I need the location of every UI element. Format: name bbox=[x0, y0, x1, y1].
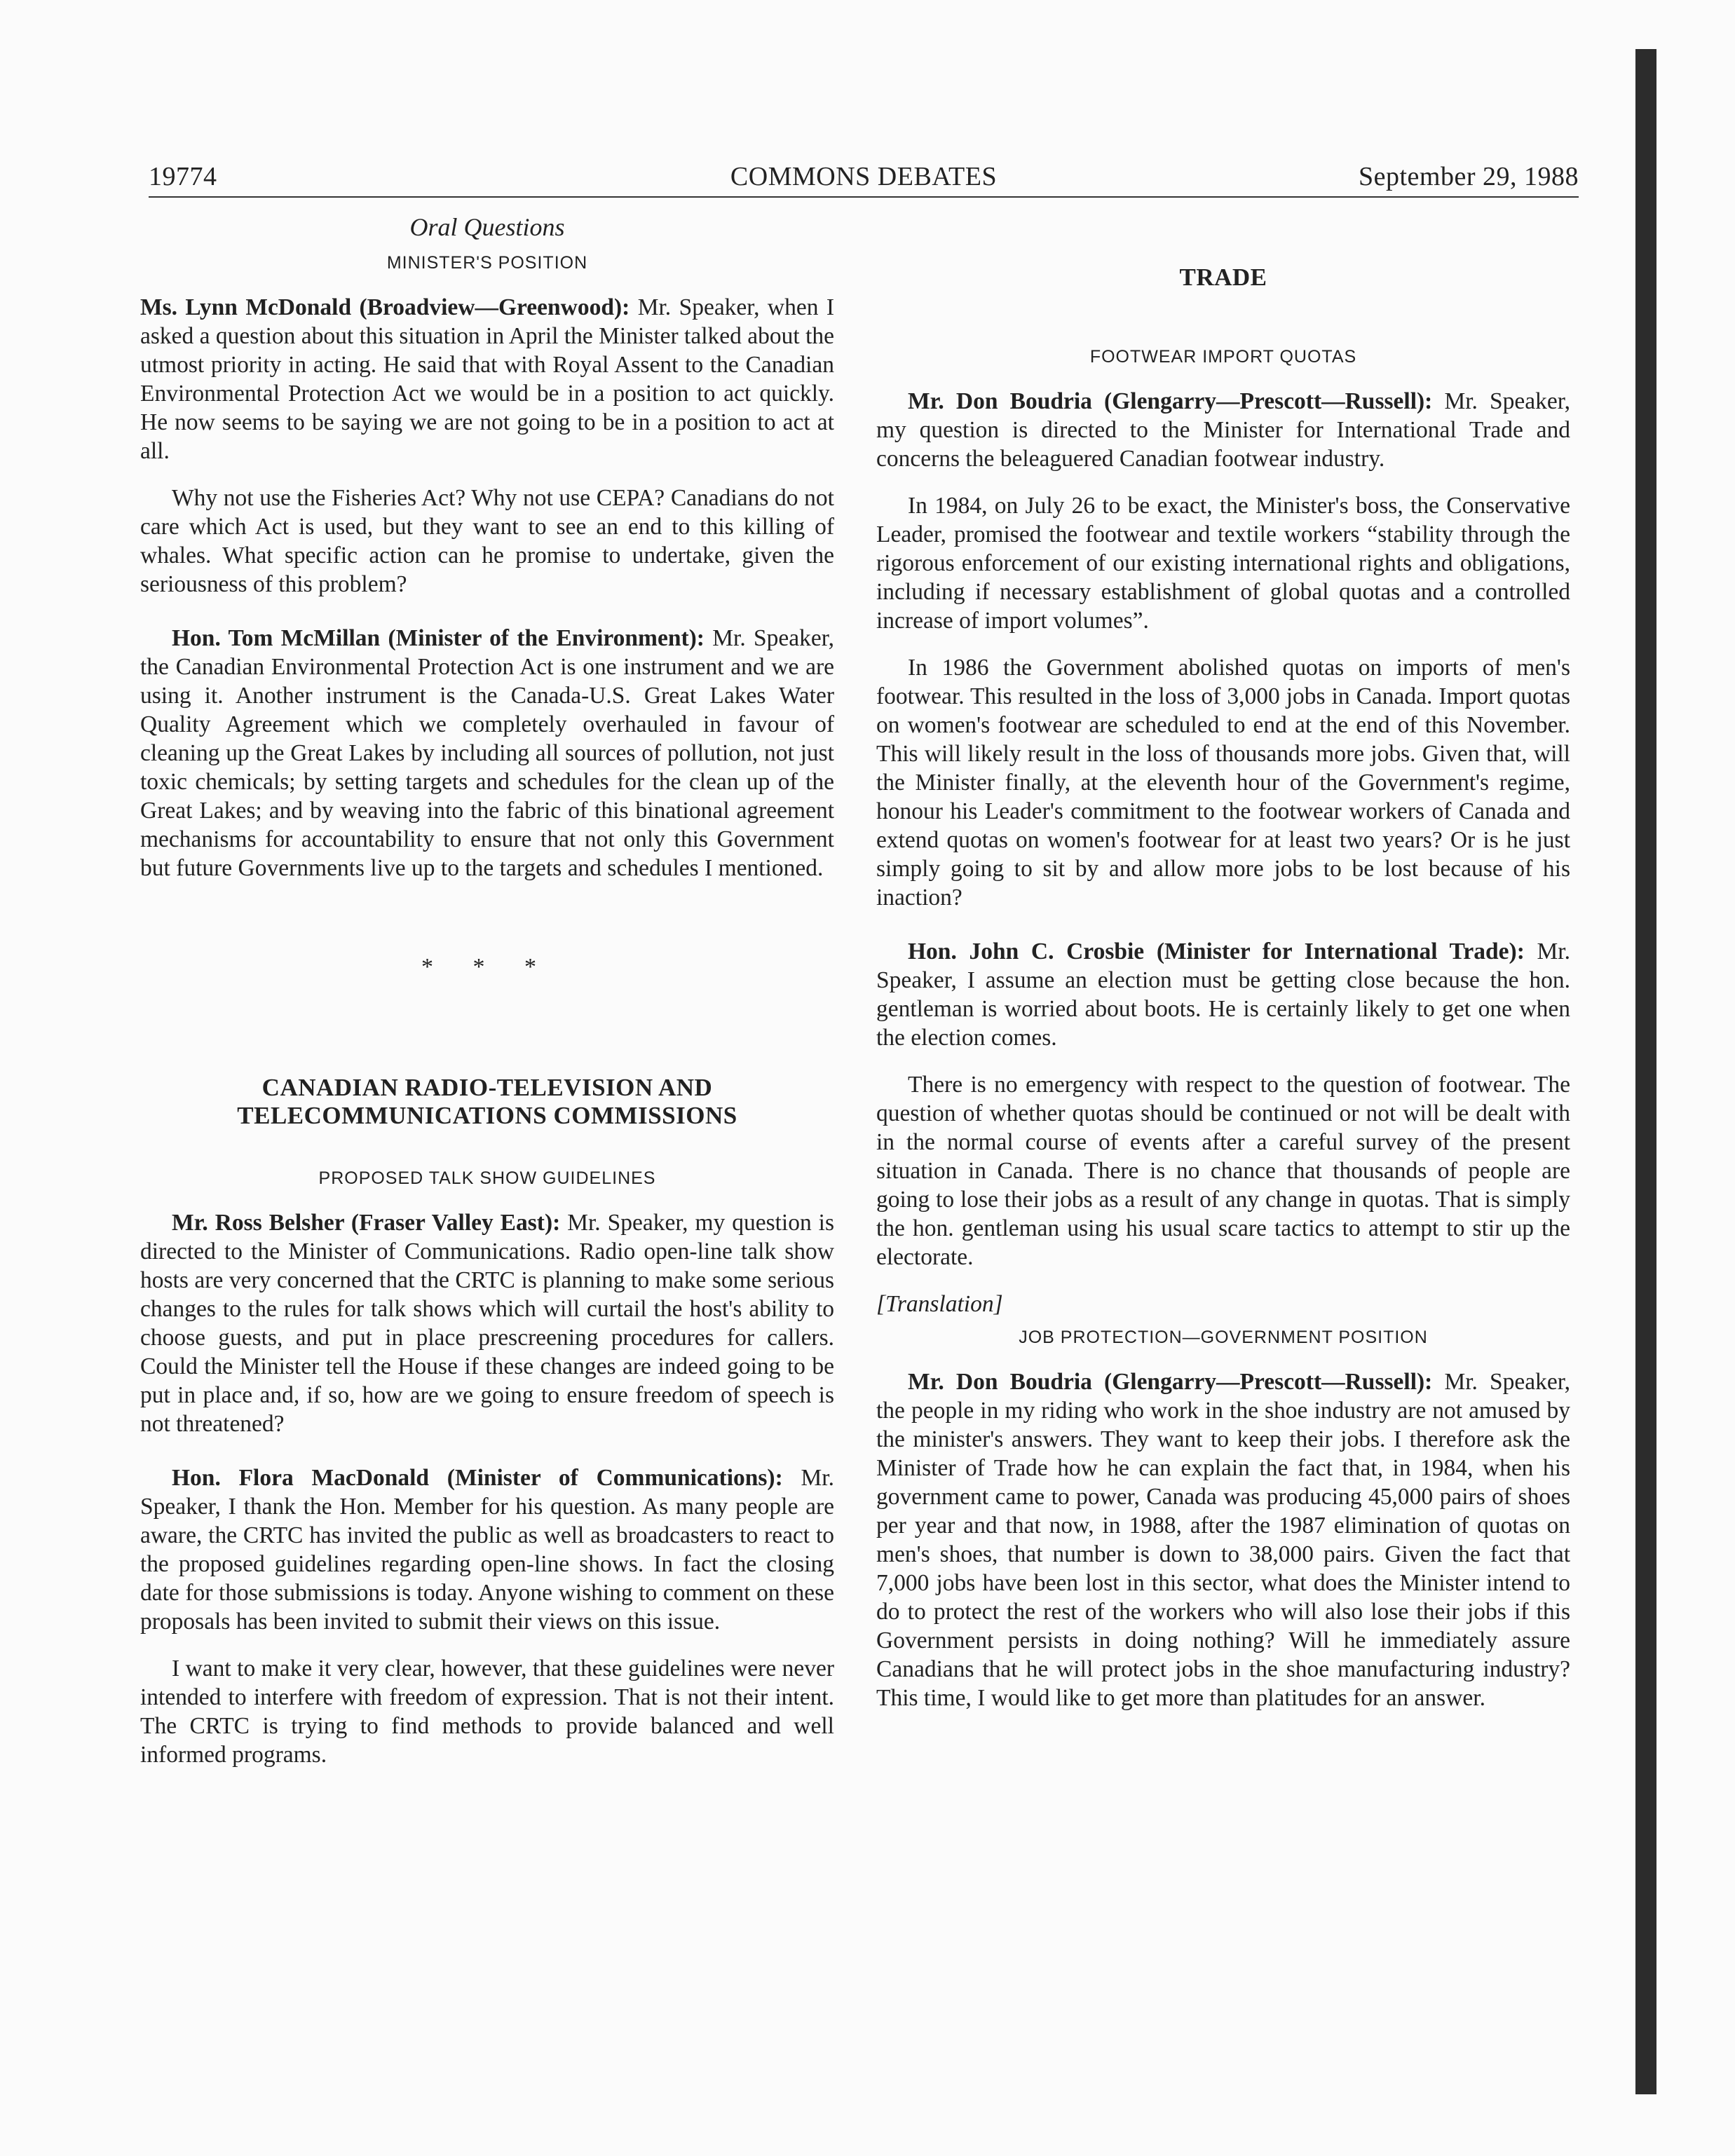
header-rule bbox=[149, 196, 1579, 198]
speech-boudria-2 bbox=[876, 1367, 1570, 1712]
subheading-talk-show: PROPOSED TALK SHOW GUIDELINES bbox=[318, 1168, 656, 1188]
speech-text: Mr. Speaker, I thank the Hon. Member for his question. As many people are aware, the CRTC has invited the public as well as broadcasters to react to the proposed guidelines regarding open-line shows. In fact the closing date for those submissions is today. Anyone wishing to comment on these proposals has been invited to submit their views on this issue. bbox=[140, 1465, 834, 1635]
speech-macdonald-continued: I want to make it very clear, however, that these guidelines were never intended to interfere with freedom of expression. That is not their intent. The CRTC is trying to find methods to provide balanced and well informed programs. bbox=[140, 1656, 834, 1768]
speech-text: Mr. Speaker, when I asked a question about this situation in April the Minister talked about the utmost priority in acting. He said that with Royal Assent to the Canadian Environmental Protection Act we would be in a position to act quickly. He now seems to be saying we are not going to be in a position to act at all. bbox=[140, 294, 834, 464]
speech-text: Mr. Speaker, the people in my riding who work in the shoe industry are not amused by the minister's answers. They want to keep their jobs. I therefore ask the Minister of Trade how he can explain the fact that, in 1984, when his government came to power, Canada was producing 45,000 pairs of shoes per year and that now, in 1988, after the 1987 elimination of quotas on men's shoes, that number is down to 38,000 pairs. Given the fact that 7,000 jobs have been lost in this sector, what does the Minister intend to do to protect the rest of the workers who will also lose their jobs if this Government persists in doing nothing? Will he immediately assure Canadians that he will protect jobs in the shoe manufacturing industry? This time, I would like to get more than platitudes for an answer. bbox=[876, 1369, 1570, 1711]
page-date: September 29, 1988 bbox=[1358, 162, 1579, 191]
section-separator: * * * bbox=[421, 954, 553, 980]
left-column bbox=[140, 207, 834, 1769]
page-number: 19774 bbox=[149, 162, 217, 191]
speech-boudria-1 bbox=[876, 387, 1570, 473]
speech-mcdonald-continued: Why not use the Fisheries Act? Why not use CEPA? Canadians do not care which Act is used, but they want to see an end to this killing of whales. What specific action can he promise to undertake, given the seriousness of this problem? bbox=[140, 485, 834, 597]
page-header bbox=[149, 160, 1579, 202]
subheading-ministers-position: MINISTER'S POSITION bbox=[386, 253, 588, 273]
scan-edge-bar bbox=[1635, 49, 1656, 2094]
subheading-job-protection: JOB PROTECTION—GOVERNMENT POSITION bbox=[1019, 1328, 1428, 1347]
speaker-name: Hon. John C. Crosbie (Minister for International Trade): bbox=[908, 939, 1525, 964]
publication-title: COMMONS DEBATES bbox=[730, 162, 998, 191]
speech-text: Mr. Speaker, my question is directed to the Minister for International Trade and concerns the beleaguered Canadian footwear industry. bbox=[876, 388, 1570, 472]
speech-boudria-1-continued: In 1984, on July 26 to be exact, the Minister's boss, the Conservative Leader, promised the footwear and textile workers “stability through the rigorous enforcement of our existing international rights and obligations, including if necessary establishment of global quotas and a controlled increase of import volumes”. bbox=[876, 493, 1570, 634]
speech-macdonald bbox=[140, 1464, 834, 1636]
speech-text: Mr. Speaker, my question is directed to the Minister of Communications. Radio open-line talk show hosts are very concerned that the CRTC is planning to make some serious changes to the rules for talk shows which will curtail the host's ability to choose guests, and put in place prescreening procedures for callers. Could the Minister tell the House if these changes are indeed going to be put in place and, if so, how are we going to ensure freedom of speech is not threatened? bbox=[140, 1210, 834, 1437]
speech-mcmillan bbox=[140, 624, 834, 882]
speech-text: Mr. Speaker, I assume an election must be getting close because the hon. gentleman is worried about boots. He is certainly likely to get one when the election comes. bbox=[876, 939, 1570, 1051]
speaker-name: Hon. Tom McMillan (Minister of the Environment): bbox=[172, 625, 705, 651]
subheading-footwear-quotas: FOOTWEAR IMPORT QUOTAS bbox=[1089, 347, 1357, 367]
translation-note: [Translation] bbox=[876, 1291, 1003, 1317]
heading-crtc: CANADIAN RADIO-TELEVISION AND TELECOMMUNICATIONS COMMISSIONS bbox=[237, 1074, 737, 1129]
section-label: Oral Questions bbox=[409, 213, 565, 241]
speaker-name: Mr. Ross Belsher (Fraser Valley East): bbox=[172, 1210, 561, 1236]
speech-crosbie-continued: There is no emergency with respect to the question of footwear. The question of whether quotas should be continued or not will be dealt with in the normal course of events after a careful survey of the present situation in Canada. There is no chance that thousands of people are going to lose their jobs as a result of any change in quotas. That is simply the hon. gentleman using his usual scare tactics to attempt to stir up the electorate. bbox=[876, 1072, 1570, 1270]
speech-boudria-1-continued-2: In 1986 the Government abolished quotas on imports of men's footwear. This resulted in the loss of 3,000 jobs in Canada. Import quotas on women's footwear are scheduled to end at the end of this November. This will likely result in the loss of thousands more jobs. Given that, will the Minister finally, at the eleventh hour of the Government's regime, honour his Leader's commitment to the footwear workers of Canada and extend quotas on women's footwear for at least two years? Or is he just simply going to sit by and allow more jobs to be lost because of his inaction? bbox=[876, 655, 1570, 910]
speaker-name: Ms. Lynn McDonald (Broadview—Greenwood): bbox=[140, 294, 630, 320]
speaker-name: Mr. Don Boudria (Glengarry—Prescott—Russell): bbox=[908, 1369, 1433, 1395]
heading-trade: TRADE bbox=[1179, 264, 1267, 291]
speaker-name: Hon. Flora MacDonald (Minister of Communications): bbox=[172, 1465, 783, 1491]
speaker-name: Mr. Don Boudria (Glengarry—Prescott—Russell): bbox=[908, 388, 1433, 414]
speech-text: Mr. Speaker, the Canadian Environmental Protection Act is one instrument and we are using it. Another instrument is the Canada-U.S. Great Lakes Water Quality Agreement which we completely overhauled in favour of cleaning up the Great Lakes by including all sources of pollution, not just toxic chemicals; by setting targets and schedules for the clean up of the Great Lakes; and by weaving into the fabric of this binational agreement mechanisms for accountability to ensure that not only this Government but future Governments live up to the targets and schedules I mentioned. bbox=[140, 625, 834, 881]
speech-crosbie bbox=[876, 937, 1570, 1052]
speech-belsher bbox=[140, 1208, 834, 1438]
speech-mcdonald bbox=[140, 293, 834, 465]
right-column bbox=[876, 207, 1570, 1712]
